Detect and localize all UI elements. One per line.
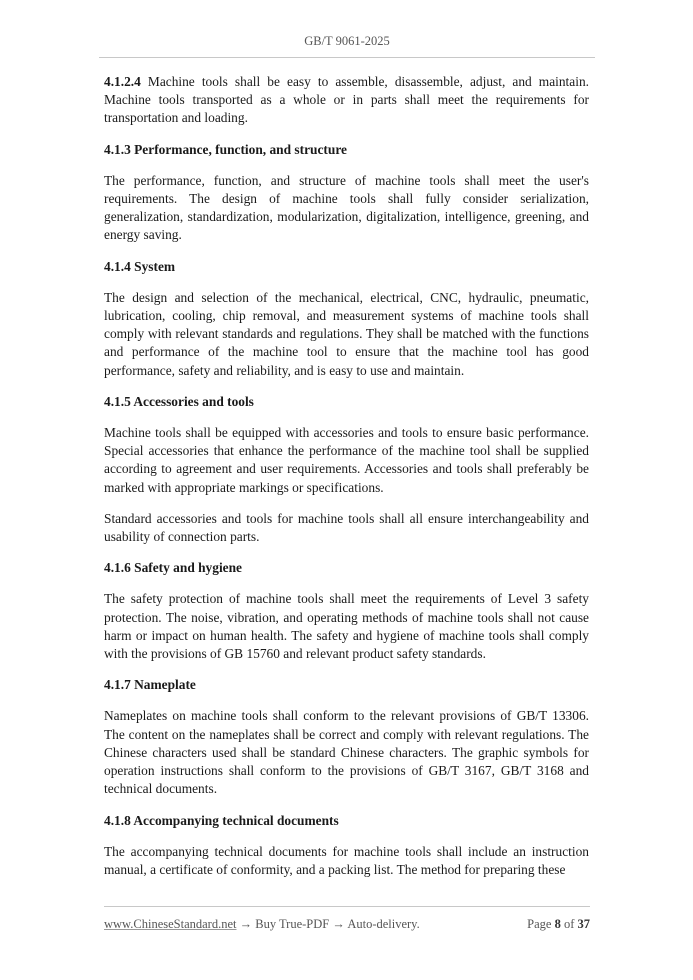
heading-4-1-8: 4.1.8 Accompanying technical documents	[104, 812, 339, 828]
heading-4-1-7: 4.1.7 Nameplate	[104, 677, 196, 693]
footer-step-buy: Buy True-PDF	[255, 917, 330, 931]
heading-4-1-6: 4.1.6 Safety and hygiene	[104, 560, 243, 576]
paragraph-system: The design and selection of the mechanical, electrical, CNC, hydraulic, pneumatic, lubrication, cooling, chip removal, and measurement systems of machine tools shall comply with relevant standards and regulations. They shall be matched with the functions and performance of the machine tool to ensure that the machine tool has good performance, safety and reliability, and is easy to use and maintain.	[104, 289, 589, 378]
page-footer	[104, 917, 590, 932]
footer-promo	[104, 917, 420, 932]
document-body	[104, 73, 589, 892]
heading-4-1-4: 4.1.4 System	[104, 258, 176, 274]
paragraph-accessories-1: Machine tools shall be equipped with accessories and tools to ensure basic performance. Special accessories that enhance the performance of the machine tool shall be supplied according to agreement and user requirements. Accessories and tools shall preferably be marked with appropriate markings or specifications.	[104, 425, 589, 495]
footer-divider	[104, 906, 590, 907]
paragraph-safety: The safety protection of machine tools shall meet the requirements of Level 3 safety protection. The noise, vibration, and operating methods of machine tools shall not cause harm or impact on human health. The safety and hygiene of machine tools shall comply with the provisions of GB 15760 and relevant product safety standards.	[104, 591, 589, 662]
page-total: 37	[577, 917, 590, 931]
paragraph-accessories-2: Standard accessories and tools for machine tools shall all ensure interchangeability and usability of connection parts.	[104, 510, 589, 545]
page-of-label: of	[563, 917, 575, 931]
heading-4-1-3: 4.1.3 Performance, function, and structure	[104, 141, 347, 157]
paragraph-nameplate: Nameplates on machine tools shall conform to the relevant provisions of GB/T 13306. The content on the nameplates shall be correct and comply with relevant regulations. The Chinese characters used shall be standard Chinese characters. The graphic symbols for operation instructions shall conform to the provisions of GB/T 3167, GB/T 3168 and technical documents.	[104, 708, 589, 797]
footer-step-delivery: Auto-delivery.	[347, 917, 420, 931]
page-number	[527, 917, 590, 932]
page-label: Page	[527, 917, 552, 931]
clause-4-1-2-4	[104, 73, 589, 128]
heading-4-1-5: 4.1.5 Accessories and tools	[104, 393, 254, 409]
page-current: 8	[554, 917, 561, 931]
document-id: GB/T 9061-2025	[304, 34, 390, 48]
page-header	[104, 34, 590, 49]
clause-number: 4.1.2.4	[104, 74, 141, 89]
arrow-right-icon: →	[332, 917, 345, 931]
clause-text: Machine tools shall be easy to assemble, disassemble, adjust, and maintain. Machine tools transported as a whole or in parts shall meet the requirements for transportation and loading.	[104, 74, 589, 126]
arrow-right-icon: →	[239, 917, 253, 931]
paragraph-technical-documents: The accompanying technical documents for machine tools shall include an instruction manual, a certificate of conformity, and a packing list. The method for preparing these	[104, 843, 589, 877]
website-link[interactable]: www.ChineseStandard.net	[104, 917, 237, 931]
header-divider	[99, 57, 595, 58]
paragraph-performance: The performance, function, and structure of machine tools shall meet the user's requirements. The design of machine tools shall fully consider serialization, generalization, standardization, modularization, digitalization, intelligence, greening, and energy saving.	[104, 172, 589, 243]
